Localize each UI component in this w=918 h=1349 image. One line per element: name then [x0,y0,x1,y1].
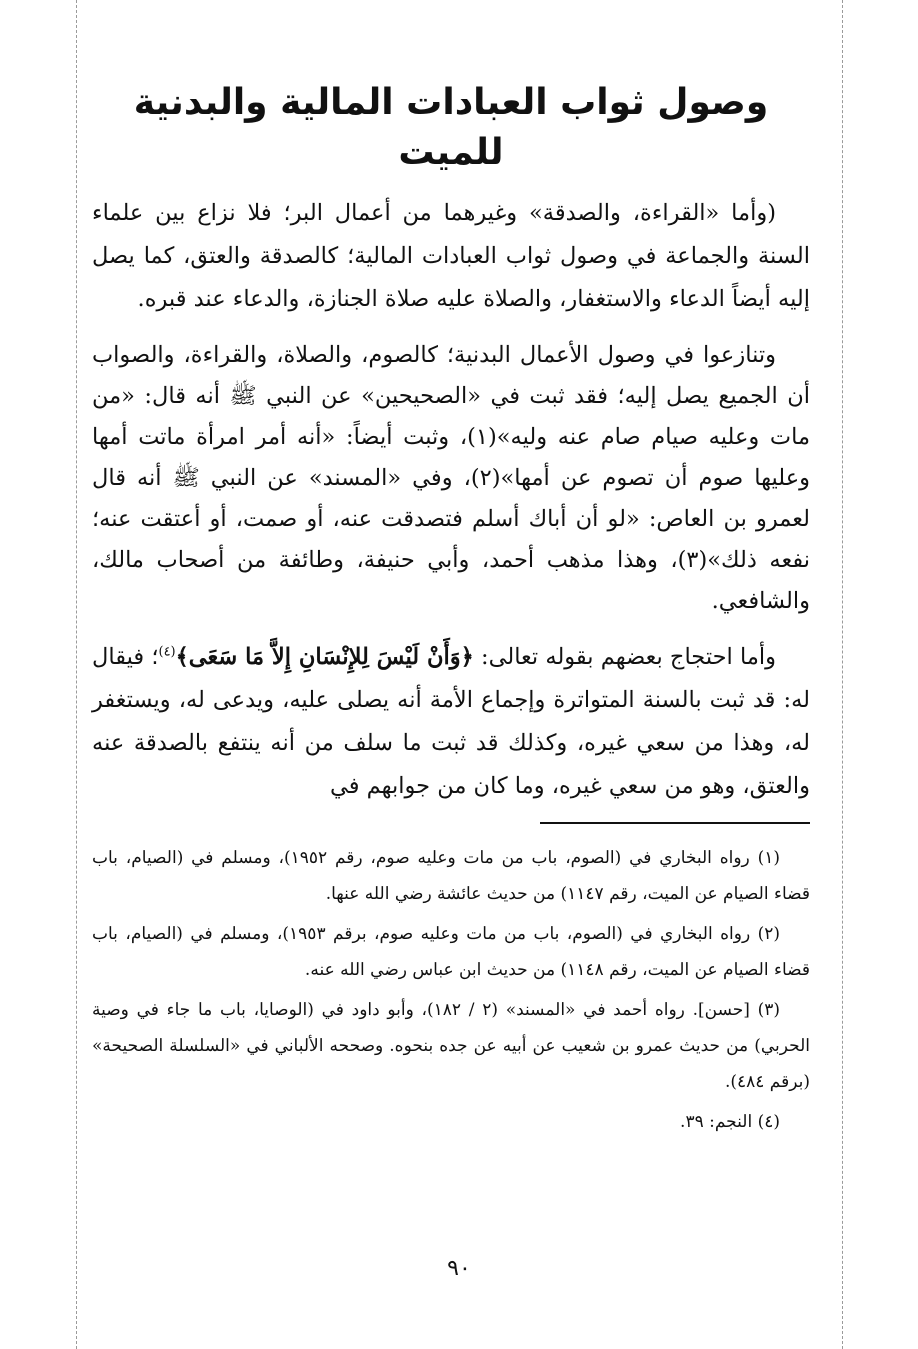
footnote-2: (٢) رواه البخاري في (الصوم، باب من مات وعليه صوم، برقم ١٩٥٣)، ومسلم في (الصيام، باب قضاء الصيام عن الميت، رقم ١١٤٨) من حديث ابن عباس رضي الله عنه. [92,924,810,980]
paragraph-1: (وأما «القراءة، والصدقة» وغيرهما من أعمال البر؛ فلا نزاع بين علماء السنة والجماعة في وصول ثواب العبادات المالية؛ كالصدقة والعتق، كما يصل إليه أيضاً الدعاء والاستغفار، والصلاة عليه صلاة الجنازة، والدعاء عند قبره. [92,200,810,312]
footnote-separator [540,822,810,824]
footnote-1: (١) رواه البخاري في (الصوم، باب من مات وعليه صوم، رقم ١٩٥٢)، ومسلم في (الصيام، باب قضاء الصيام عن الميت، رقم ١١٤٧) من حديث عائشة رضي الله عنها. [92,848,810,904]
footnotes [92,840,810,1140]
paragraph-3-body: ؛ فيقال له: قد ثبت بالسنة المتواترة وإجماع الأمة أنه يصلى عليه، ويدعى له، ويستغفر له، وهذا من سعي غيره، وكذلك قد ثبت ما سلف من أنه ينتفع بالصدقة عنه والعتق، وهو من سعي غيره، وما كان من جوابهم في [92,644,810,799]
quran-verse: ﴿وَأَنْ لَيْسَ لِلإِنْسَانِ إِلاَّ مَا سَعَى﴾ [175,644,474,670]
page-number: ٩٠ [447,1256,471,1281]
footnote-4: (٤) النجم: ٣٩. [680,1112,780,1132]
footnote-ref-4: (٤) [158,644,176,660]
paragraph-3 [92,636,810,808]
page-title: وصول ثواب العبادات المالية والبدنية للميت [133,82,769,173]
page-content [92,78,810,1144]
footnote-3: (٣) [حسن]. رواه أحمد في «المسند» (٢ / ١٨٢)، وأبو داود في (الوصايا، باب ما جاء في وصية الحربي) من حديث عمرو بن شعيب عن أبيه عن جده بنحوه. وصححه الألباني في «السلسلة الصحيحة» (برقم ٤٨٤). [92,1000,810,1092]
left-margin-line [76,0,77,1349]
right-margin-line [842,0,843,1349]
paragraph-2: وتنازعوا في وصول الأعمال البدنية؛ كالصوم، والصلاة، والقراءة، والصواب أن الجميع يصل إليه؛ فقد ثبت في «الصحيحين» عن النبي ﷺ أنه قال: «من مات وعليه صيام صام عنه وليه»(١)، وثبت أيضاً: «أنه أمر امرأة ماتت أمها وعليها صوم أن تصوم عن أمها»(٢)، وفي «المسند» عن النبي ﷺ أنه قال لعمرو بن العاص: «لو أن أباك أسلم فتصدقت عنه، أو صمت، أو أعتقت عنه؛ نفعه ذلك»(٣)، وهذا مذهب أحمد، وأبي حنيفة، وطائفة من أصحاب مالك، والشافعي. [92,342,811,614]
paragraph-3-intro: وأما احتجاج بعضهم بقوله تعالى: [481,644,777,670]
